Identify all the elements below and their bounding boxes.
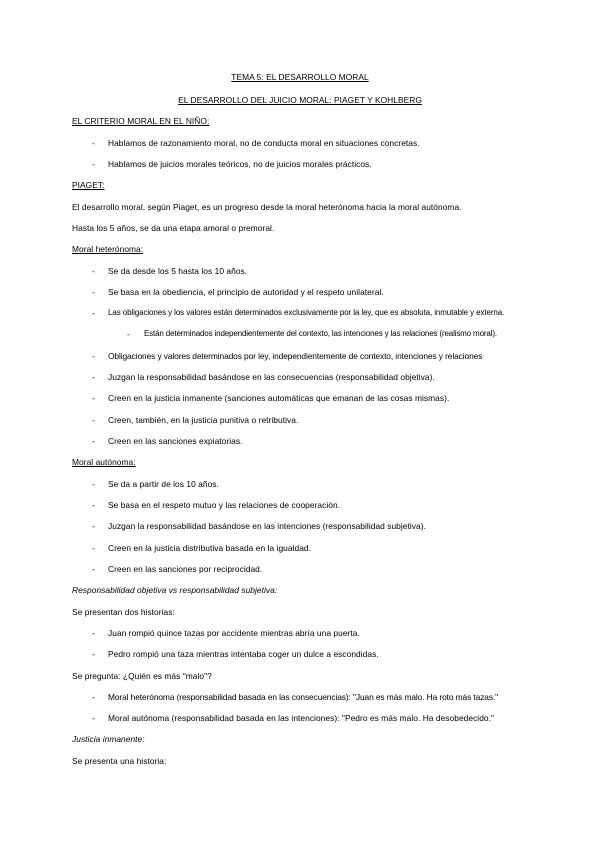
section-heading-criterio: EL CRITERIO MORAL EN EL NIÑO:: [72, 116, 210, 126]
paragraph: Se presenta una historia:: [72, 756, 167, 766]
list-item: Obligaciones y valores determinados por ley, independientemente de contexto, intenciones y relaciones: [108, 351, 483, 361]
list-item: Moral autónoma (responsabilidad basada en las intenciones): "Pedro es más malo. Ha desobedecido.": [108, 713, 495, 723]
section-heading-responsabilidad: Responsabilidad objetiva vs responsabilidad subjetiva:: [72, 585, 278, 595]
list-item: Se da a partir de los 10 años.: [108, 479, 219, 489]
dash-bullet: -: [92, 521, 95, 531]
list-item: Creen en la justicia distributiva basada en la igualdad.: [108, 543, 311, 553]
dash-bullet: -: [92, 692, 95, 702]
paragraph: Se presentan dos historias:: [72, 607, 175, 617]
dash-bullet: -: [127, 329, 130, 339]
document-subtitle: EL DESARROLLO DEL JUICIO MORAL: PIAGET Y KOHLBERG: [178, 95, 422, 105]
list-item: Se basa en la obediencia, el principio de autoridad y el respeto unilateral.: [108, 287, 384, 297]
dash-bullet: -: [92, 436, 95, 446]
dash-bullet: -: [92, 372, 95, 382]
list-item: Las obligaciones y los valores están determinados exclusivamente por la ley, que es absoluta, inmutable y externa.: [108, 308, 505, 317]
document-title: TEMA 5: EL DESARROLLO MORAL: [231, 72, 369, 82]
list-item: Pedro rompió una taza mientras intentaba coger un dulce a escondidas.: [108, 649, 379, 659]
dash-bullet: -: [92, 713, 95, 723]
section-heading-inmanente: Justicia inmanente:: [72, 734, 145, 744]
dash-bullet: -: [92, 159, 95, 169]
paragraph: El desarrollo moral, según Piaget, es un progreso desde la moral heterónoma hacia la moral autónoma.: [72, 202, 462, 212]
list-item: Creen, también, en la justicia punitiva o retributiva.: [108, 415, 299, 425]
dash-bullet: -: [92, 564, 95, 574]
list-item: Creen en las sanciones expiatorias.: [108, 436, 243, 446]
dash-bullet: -: [92, 500, 95, 510]
dash-bullet: -: [92, 266, 95, 276]
section-heading-heteronoma: Moral heterónoma:: [72, 244, 144, 254]
list-item: Moral heterónoma (responsabilidad basada en las consecuencias): "Juan es más malo. Ha roto más tazas.": [108, 692, 499, 702]
dash-bullet: -: [92, 138, 95, 148]
list-item: Creen en las sanciones por reciprocidad.: [108, 564, 263, 574]
dash-bullet: -: [92, 287, 95, 297]
list-item: Hablamos de razonamiento moral, no de conducta moral en situaciones concretas.: [108, 138, 420, 148]
list-item: Se basa en el respeto mutuo y las relaciones de cooperación.: [108, 500, 341, 510]
dash-bullet: -: [92, 393, 95, 403]
list-item: Creen en la justicia inmanente (sanciones automáticas que emanan de las cosas mismas).: [108, 393, 450, 403]
list-item: Se da desde los 5 hasta los 10 años.: [108, 266, 248, 276]
section-heading-autonoma: Moral autónoma:: [72, 457, 136, 467]
paragraph: Se pregunta: ¿Quién es más "malo"?: [72, 671, 212, 681]
dash-bullet: -: [92, 308, 95, 318]
dash-bullet: -: [92, 649, 95, 659]
list-item: Juan rompió quince tazas por accidente mientras abría una puerta.: [108, 628, 360, 638]
sub-list-item: Están determinados independientemente del contexto, las intenciones y las relaciones (realismo moral).: [144, 329, 497, 338]
list-item: Hablamos de juicios morales teóricos, no de juicios morales prácticos.: [108, 159, 372, 169]
list-item: Juzgan la responsabilidad basándose en las intenciones (responsabilidad subjetiva).: [108, 521, 426, 531]
paragraph: Hasta los 5 años, se da una etapa amoral o premoral.: [72, 223, 275, 233]
section-heading-piaget: PIAGET:: [72, 180, 105, 190]
dash-bullet: -: [92, 543, 95, 553]
dash-bullet: -: [92, 351, 95, 361]
list-item: Juzgan la responsabilidad basándose en las consecuencias (responsabilidad objetiva).: [108, 372, 435, 382]
dash-bullet: -: [92, 415, 95, 425]
dash-bullet: -: [92, 479, 95, 489]
dash-bullet: -: [92, 628, 95, 638]
